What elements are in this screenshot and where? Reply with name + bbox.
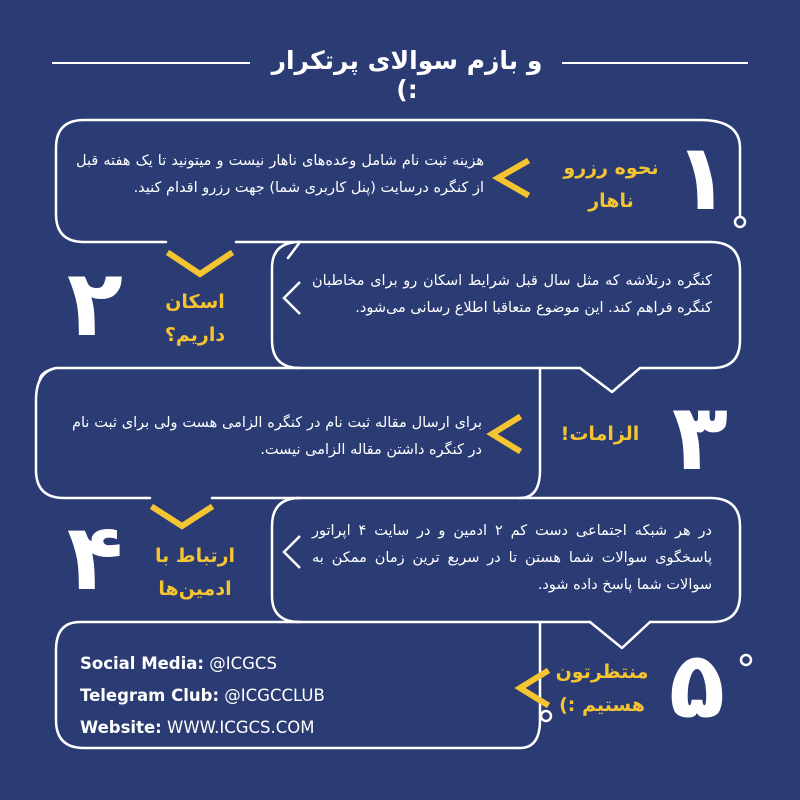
- tail-4-chevron: [284, 536, 300, 568]
- chevron-1-icon: [498, 162, 526, 194]
- block2-inner-left: [272, 242, 300, 368]
- contact-list: [80, 648, 325, 744]
- tail-2: [580, 368, 640, 392]
- faq-question-1: [552, 152, 670, 219]
- faq-question-4-line2: ادمین‌ها: [158, 578, 232, 601]
- faq-question-5: [546, 656, 658, 723]
- dot-5: [741, 655, 751, 665]
- faq-question-2-line2: داریم؟: [164, 324, 226, 347]
- contact-telegram-value[interactable]: @ICGCCLUB: [224, 686, 325, 705]
- faq-number-3: ۳: [671, 384, 729, 491]
- contact-telegram: [80, 680, 325, 712]
- faq-number-4: ۴: [66, 504, 124, 611]
- contact-website: [80, 712, 325, 744]
- faq-number-2: ۲: [66, 250, 124, 357]
- block1-bottom-left: [56, 214, 166, 242]
- contact-social-value[interactable]: @ICGCS: [209, 654, 277, 673]
- faq-answer-1: هزینه ثبت نام شامل وعده‌های ناهار نیست و میتونید تا یک هفته قبل از کنگره درسایت (پنل کاربری شما) جهت رزرو اقدام کنید.: [76, 153, 484, 196]
- tail-2-inner: [288, 242, 300, 258]
- block4-inner-left: [272, 498, 300, 622]
- contact-social: [80, 648, 325, 680]
- faq-question-4: [140, 540, 250, 607]
- contact-website-label: Website:: [80, 718, 162, 737]
- faq-question-1-line2: ناهار: [588, 190, 634, 213]
- block3-inner-right: [520, 368, 540, 498]
- faq-question-2-line1: اسکان: [165, 291, 225, 313]
- faq-question-1-line1: نحوه رزرو: [563, 157, 659, 179]
- chevron-5-icon: [520, 672, 546, 704]
- contact-social-label: Social Media:: [80, 654, 204, 673]
- faq-answer-4: در هر شبکه اجتماعی دست کم ۲ ادمین و در سایت ۴ اپراتور پاسخگوی سوالات شما هستن تا در سریع ترین زمان ممکن به سوالات شما پاسخ داده شود.: [312, 523, 712, 593]
- chevron-3-icon: [492, 418, 518, 450]
- faq-number-5: ۵: [668, 632, 726, 739]
- contact-telegram-label: Telegram Club:: [80, 686, 220, 705]
- faq-answer-2: کنگره درتلاشه که مثل سال قبل شرایط اسکان رو برای مخاطبان کنگره فراهم کند. این موضوع متعاقبا اطلاع رسانی می‌شود.: [312, 273, 712, 316]
- tail-4: [590, 622, 650, 648]
- faq-answer-3: برای ارسال مقاله ثبت نام در کنگره الزامی هست ولی برای ثبت نام در کنگره داشتن مقاله الزامی نیست.: [72, 415, 482, 458]
- faq-number-1: ۱: [673, 124, 731, 231]
- faq-question-3-line1: الزامات!: [560, 423, 640, 445]
- faq-question-5-line2: هستیم :): [559, 694, 645, 717]
- chevron-2-icon: [170, 254, 230, 274]
- faq-question-3: [545, 418, 655, 451]
- faq-question-4-line1: ارتباط با: [154, 545, 236, 567]
- faq-question-5-line1: منتظرتون: [555, 661, 649, 683]
- contact-website-value[interactable]: WWW.ICGCS.COM: [167, 718, 315, 737]
- block2-bottom: [40, 368, 580, 380]
- chevron-4-icon: [154, 508, 210, 526]
- page-title: و بازم سوالای پرتکرار :): [271, 46, 543, 104]
- tail-2-chevron: [284, 282, 300, 314]
- faq-question-2: [140, 286, 250, 353]
